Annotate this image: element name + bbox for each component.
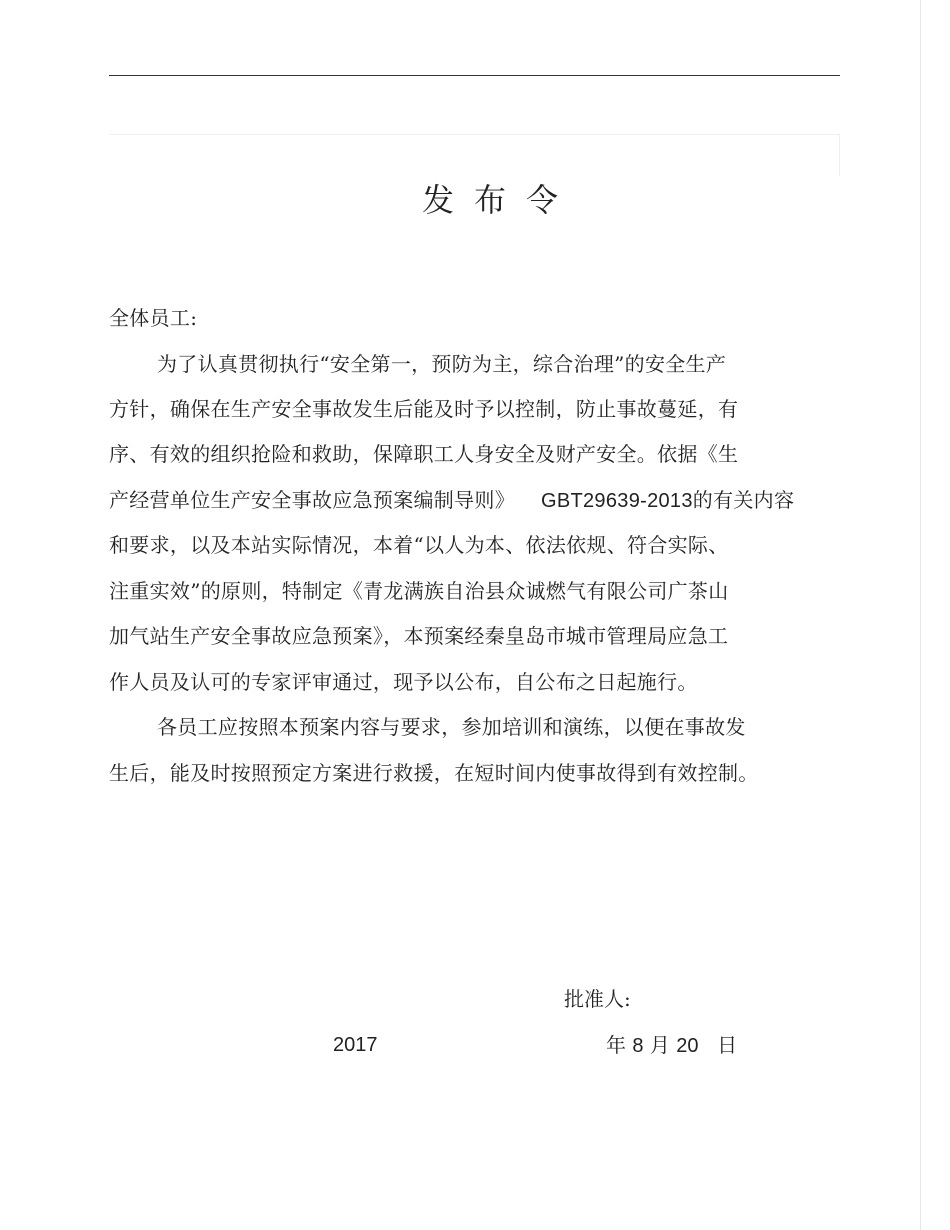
- paragraph2-line2: 生后，能及时按照预定方案进行救援，在短时间内使事故得到有效控制。: [109, 761, 759, 785]
- approver-label: 批准人:: [564, 987, 631, 1011]
- day-unit: 日: [717, 1033, 738, 1057]
- paragraph1-line3: 序、有效的组织抢险和救助，保障职工人身安全及财产安全。依据《生: [109, 442, 739, 466]
- date-day: 20: [676, 1035, 699, 1057]
- paragraph1-line4: [109, 485, 794, 516]
- header-rule: [109, 75, 840, 76]
- paragraph1-line6: 注重实效”的原则，特制定《青龙满族自治县众诚燃气有限公司广茶山: [109, 579, 729, 603]
- document-title: 发布令: [421, 181, 578, 219]
- paragraph2-line1: 各员工应按照本预案内容与要求，参加培训和演练，以便在事故发: [157, 715, 746, 739]
- faint-horizontal-rule: [109, 134, 840, 135]
- line4-suffix: 的有关内容: [692, 488, 795, 512]
- standard-code: GBT29639-2013: [541, 490, 693, 512]
- salutation: 全体员工:: [109, 306, 198, 330]
- paragraph1-line5: 和要求，以及本站实际情况，本着“以人为本、依法依规、符合实际、: [109, 533, 729, 557]
- year-unit: 年: [606, 1033, 626, 1057]
- paragraph1-line7: 加气站生产安全事故应急预案》，本预案经秦皇岛市城市管理局应急工: [109, 624, 729, 648]
- date-month: 8: [632, 1035, 644, 1057]
- date-month-day: [606, 1030, 737, 1061]
- paragraph1-line2: 方针，确保在生产安全事故发生后能及时予以控制，防止事故蔓延，有: [109, 397, 739, 421]
- line4-prefix: 产经营单位生产安全事故应急预案编制导则》: [109, 488, 515, 512]
- month-unit: 月: [649, 1033, 670, 1057]
- date-year: 2017: [333, 1034, 378, 1056]
- faint-vertical-rule: [839, 134, 840, 176]
- paragraph1-line8: 作人员及认可的专家评审通过，现予以公布，自公布之日起施行。: [109, 670, 698, 694]
- paragraph1-line1: 为了认真贯彻执行“安全第一，预防为主，综合治理”的安全生产: [157, 352, 727, 376]
